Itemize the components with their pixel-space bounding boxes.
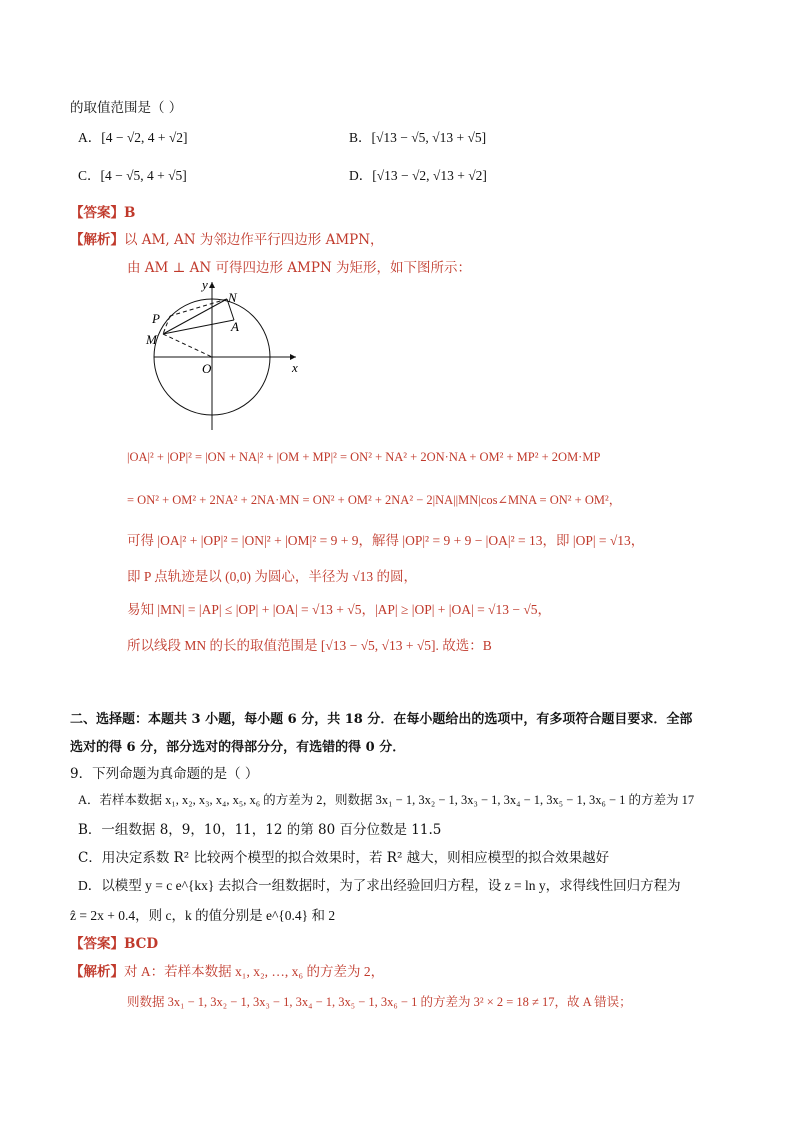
label-a: A xyxy=(231,319,239,334)
explanation-9-text: 对 A：若样本数据 x₁, x₂, …, x₆ 的方差为 2， xyxy=(124,964,385,979)
question-9-option-c: C．用决定系数 R² 比较两个模型的拟合效果时，若 R² 越大，则相应模型的拟合效果越好 xyxy=(78,850,610,866)
explanation-1-text: 以 AM, AN 为邻边作平行四边形 AMPN， xyxy=(124,232,384,248)
explanation-9-cont: 则数据 3x₁ − 1, 3x₂ − 1, 3x₃ − 1, 3x₄ − 1, 3x₅ − 1, 3x₆ − 1 的方差为 3² × 2 = 18 ≠ 17，故 A 错误； xyxy=(127,995,632,1009)
question-9-option-d: D．以模型 y = c e^{kx} 去拟合一组数据时，为了求出经验回归方程，设 z = ln y，求得线性回归方程为 xyxy=(78,878,681,893)
question-tail: 的取值范围是（ ） xyxy=(70,100,183,116)
question-9-option-b: B．一组数据 8，9，10，11，12 的第 80 百分位数是 11.5 xyxy=(78,822,442,838)
label-p: P xyxy=(152,311,160,326)
equation-1: |OA|² + |OP|² = |ON + NA|² + |OM + MP|² = ON² + NA² + 2ON·NA + OM² + MP² + 2OM·MP xyxy=(127,450,601,464)
question-9: 9．下列命题为真命题的是（ ） xyxy=(70,766,259,782)
label-m: M xyxy=(146,332,157,347)
section-2-heading: 二、选择题：本题共 3 小题，每小题 6 分，共 18 分．在每小题给出的选项中，有多项符合题目要求．全部 xyxy=(70,712,693,727)
equation-3: 可得 |OA|² + |OP|² = |ON|² + |OM|² = 9 + 9，解得 |OP|² = 9 + 9 − |OA|² = 13，即 |OP| = √13， xyxy=(127,533,645,548)
option-c: C．[4 − √5, 4 + √5] xyxy=(78,168,187,183)
question-9-option-a: A．若样本数据 x₁, x₂, x₃, x₄, x₅, x₆ 的方差为 2，则数据 3x₁ − 1, 3x₂ − 1, 3x₃ − 1, 3x₄ − 1, 3x₅ − 1, 3x₆ − 1 的方差为 17 xyxy=(78,793,695,807)
equation-6: 所以线段 MN 的长的取值范围是 [√13 − √5, √13 + √5]. 故选：B xyxy=(127,638,492,653)
equation-5: 易知 |MN| = |AP| ≤ |OP| + |OA| = √13 + √5，|AP| ≥ |OP| + |OA| = √13 − √5， xyxy=(127,602,551,617)
segment-mn xyxy=(163,299,227,334)
option-a: A．[4 − √2, 4 + √2] xyxy=(78,130,188,145)
explanation-2: 由 AM ⊥ AN 可得四边形 AMPN 为矩形，如下图所示： xyxy=(127,260,472,276)
section-2-heading-cont: 选对的得 6 分，部分选对的得部分分，有选错的得 0 分． xyxy=(70,740,406,755)
segment-am xyxy=(163,320,234,334)
segment-np xyxy=(170,299,227,316)
circle-figure xyxy=(140,272,305,432)
label-o: O xyxy=(202,361,212,376)
explanation-1 xyxy=(70,228,384,248)
answer-label-1: 【答案】B xyxy=(70,205,136,221)
explanation-tag-1: 【解析】 xyxy=(70,232,124,248)
y-axis-arrow xyxy=(209,282,215,288)
answer-label-2: 【答案】BCD xyxy=(70,936,159,952)
equation-2: = ON² + OM² + 2NA² + 2NA·MN = ON² + OM² + 2NA² − 2|NA||MN|cos∠MNA = ON² + OM²， xyxy=(127,493,622,507)
question-9-option-d-cont: ẑ = 2x + 0.4，则 c，k 的值分别是 e^{0.4} 和 2 xyxy=(70,908,336,923)
label-x: x xyxy=(292,360,298,375)
segment-om xyxy=(163,334,212,357)
option-d: D．[√13 − √2, √13 + √2] xyxy=(349,168,487,183)
label-y: y xyxy=(202,277,208,292)
equation-4: 即 P 点轨迹是以 (0,0) 为圆心，半径为 √13 的圆， xyxy=(127,569,418,584)
explanation-9 xyxy=(70,960,384,980)
label-n: N xyxy=(228,290,237,305)
option-b: B．[√13 − √5, √13 + √5] xyxy=(349,130,487,145)
explanation-tag-9: 【解析】 xyxy=(70,964,124,980)
